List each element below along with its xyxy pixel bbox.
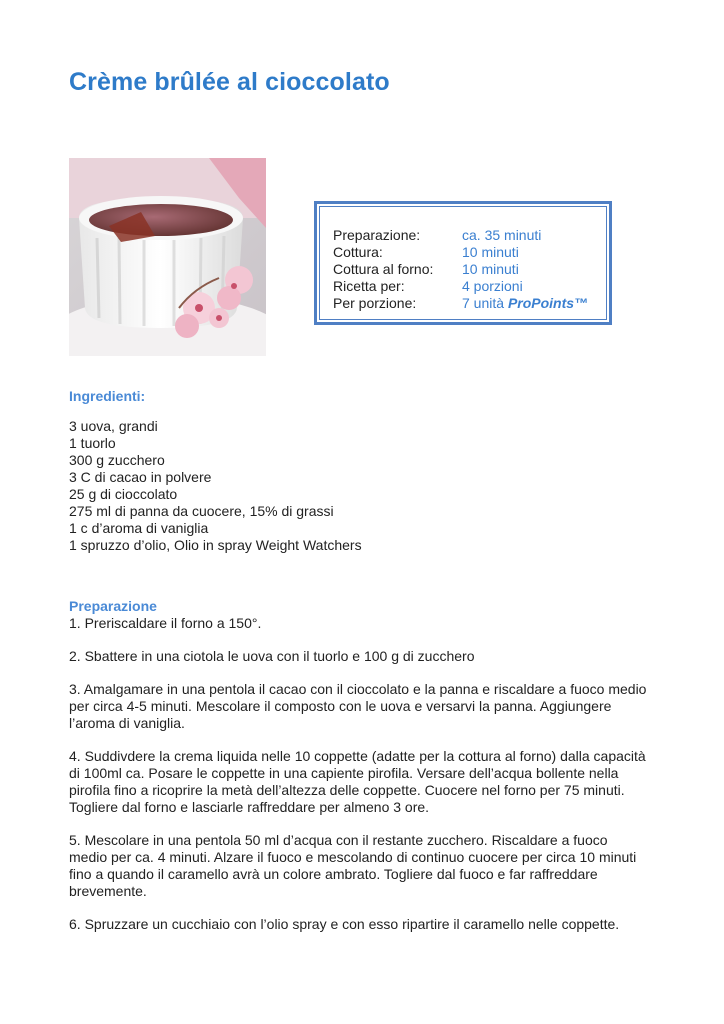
ingredient-item: 300 g zucchero [69,452,165,468]
info-label: Ricetta per: [333,278,405,294]
ingredient-item: 3 C di cacao in polvere [69,469,212,485]
info-value: 10 minuti [462,244,519,260]
step-paragraph: 3. Amalgamare in una pentola il cacao con il cioccolato e la panna e riscaldare a fuoco medio per circa 4-5 minuti. Mescolare il composto con le uova e versarvi la panna. Aggiungere l’aroma di vaniglia. [69,681,647,731]
propoints-brand: ProPoints™ [507,295,589,311]
recipe-photo [69,158,266,356]
creme-brulee-image [69,158,266,356]
ingredients-list [69,418,362,554]
recipe-title: Crème brûlée al cioccolato [69,68,390,96]
recipe-info-box [314,201,612,325]
step-paragraph: 1. Preriscaldare il forno a 150°. [69,615,262,631]
info-value: 10 minuti [462,261,519,277]
info-value [462,295,588,312]
info-label: Preparazione: [333,227,421,243]
ingredients-heading: Ingredienti: [69,388,146,404]
ingredient-item: 275 ml di panna da cuocere, 15% di grassi [69,503,334,519]
ingredient-item: 25 g di cioccolato [69,486,178,502]
step-paragraph: 5. Mescolare in una pentola 50 ml d’acqua con il restante zucchero. Riscaldare a fuoco medio per ca. 4 minuti. Alzare il fuoco e mescolando di continuo cuocere per circa 10 minuti fino a quando il caramello avrà un colore ambrato. Togliere dal fuoco e far raffreddare brevemente. [69,832,637,899]
step-paragraph: 6. Spruzzare un cucchiaio con l’olio spray e con esso ripartire il caramello nelle coppette. [69,916,620,932]
info-row-points [333,295,606,312]
info-label: Per porzione: [333,295,417,311]
ingredient-item: 1 spruzzo d’olio, Olio in spray Weight Watchers [69,537,362,553]
info-label: Cottura: [333,244,383,260]
info-value: ca. 35 minuti [462,227,542,243]
ingredient-item: 3 uova, grandi [69,418,158,434]
step-paragraph: 2. Sbattere in una ciotola le uova con il tuorlo e 100 g di zucchero [69,648,475,664]
info-value: 4 porzioni [462,278,523,294]
info-row-preparation [333,227,606,244]
info-row-oven [333,261,606,278]
info-row-servings [333,278,606,295]
info-label: Cottura al forno: [333,261,434,277]
preparation-steps [69,615,649,949]
ingredient-item: 1 c d’aroma di vaniglia [69,520,209,536]
info-row-cooking [333,244,606,261]
points-value: 7 unità [462,295,505,311]
preparation-heading: Preparazione [69,598,157,614]
step-paragraph: 4. Suddivdere la crema liquida nelle 10 coppette (adatte per la cottura al forno) dalla capacità di 100ml ca. Posare le coppette in una capiente pirofila. Versare dell’acqua bollente nella pirofila fino a ricoprire la metà dell’altezza delle coppette. Cuocere nel forno per 75 minuti. Togliere dal forno e lasciarle raffreddare per almeno 3 ore. [69,748,646,815]
ingredient-item: 1 tuorlo [69,435,116,451]
